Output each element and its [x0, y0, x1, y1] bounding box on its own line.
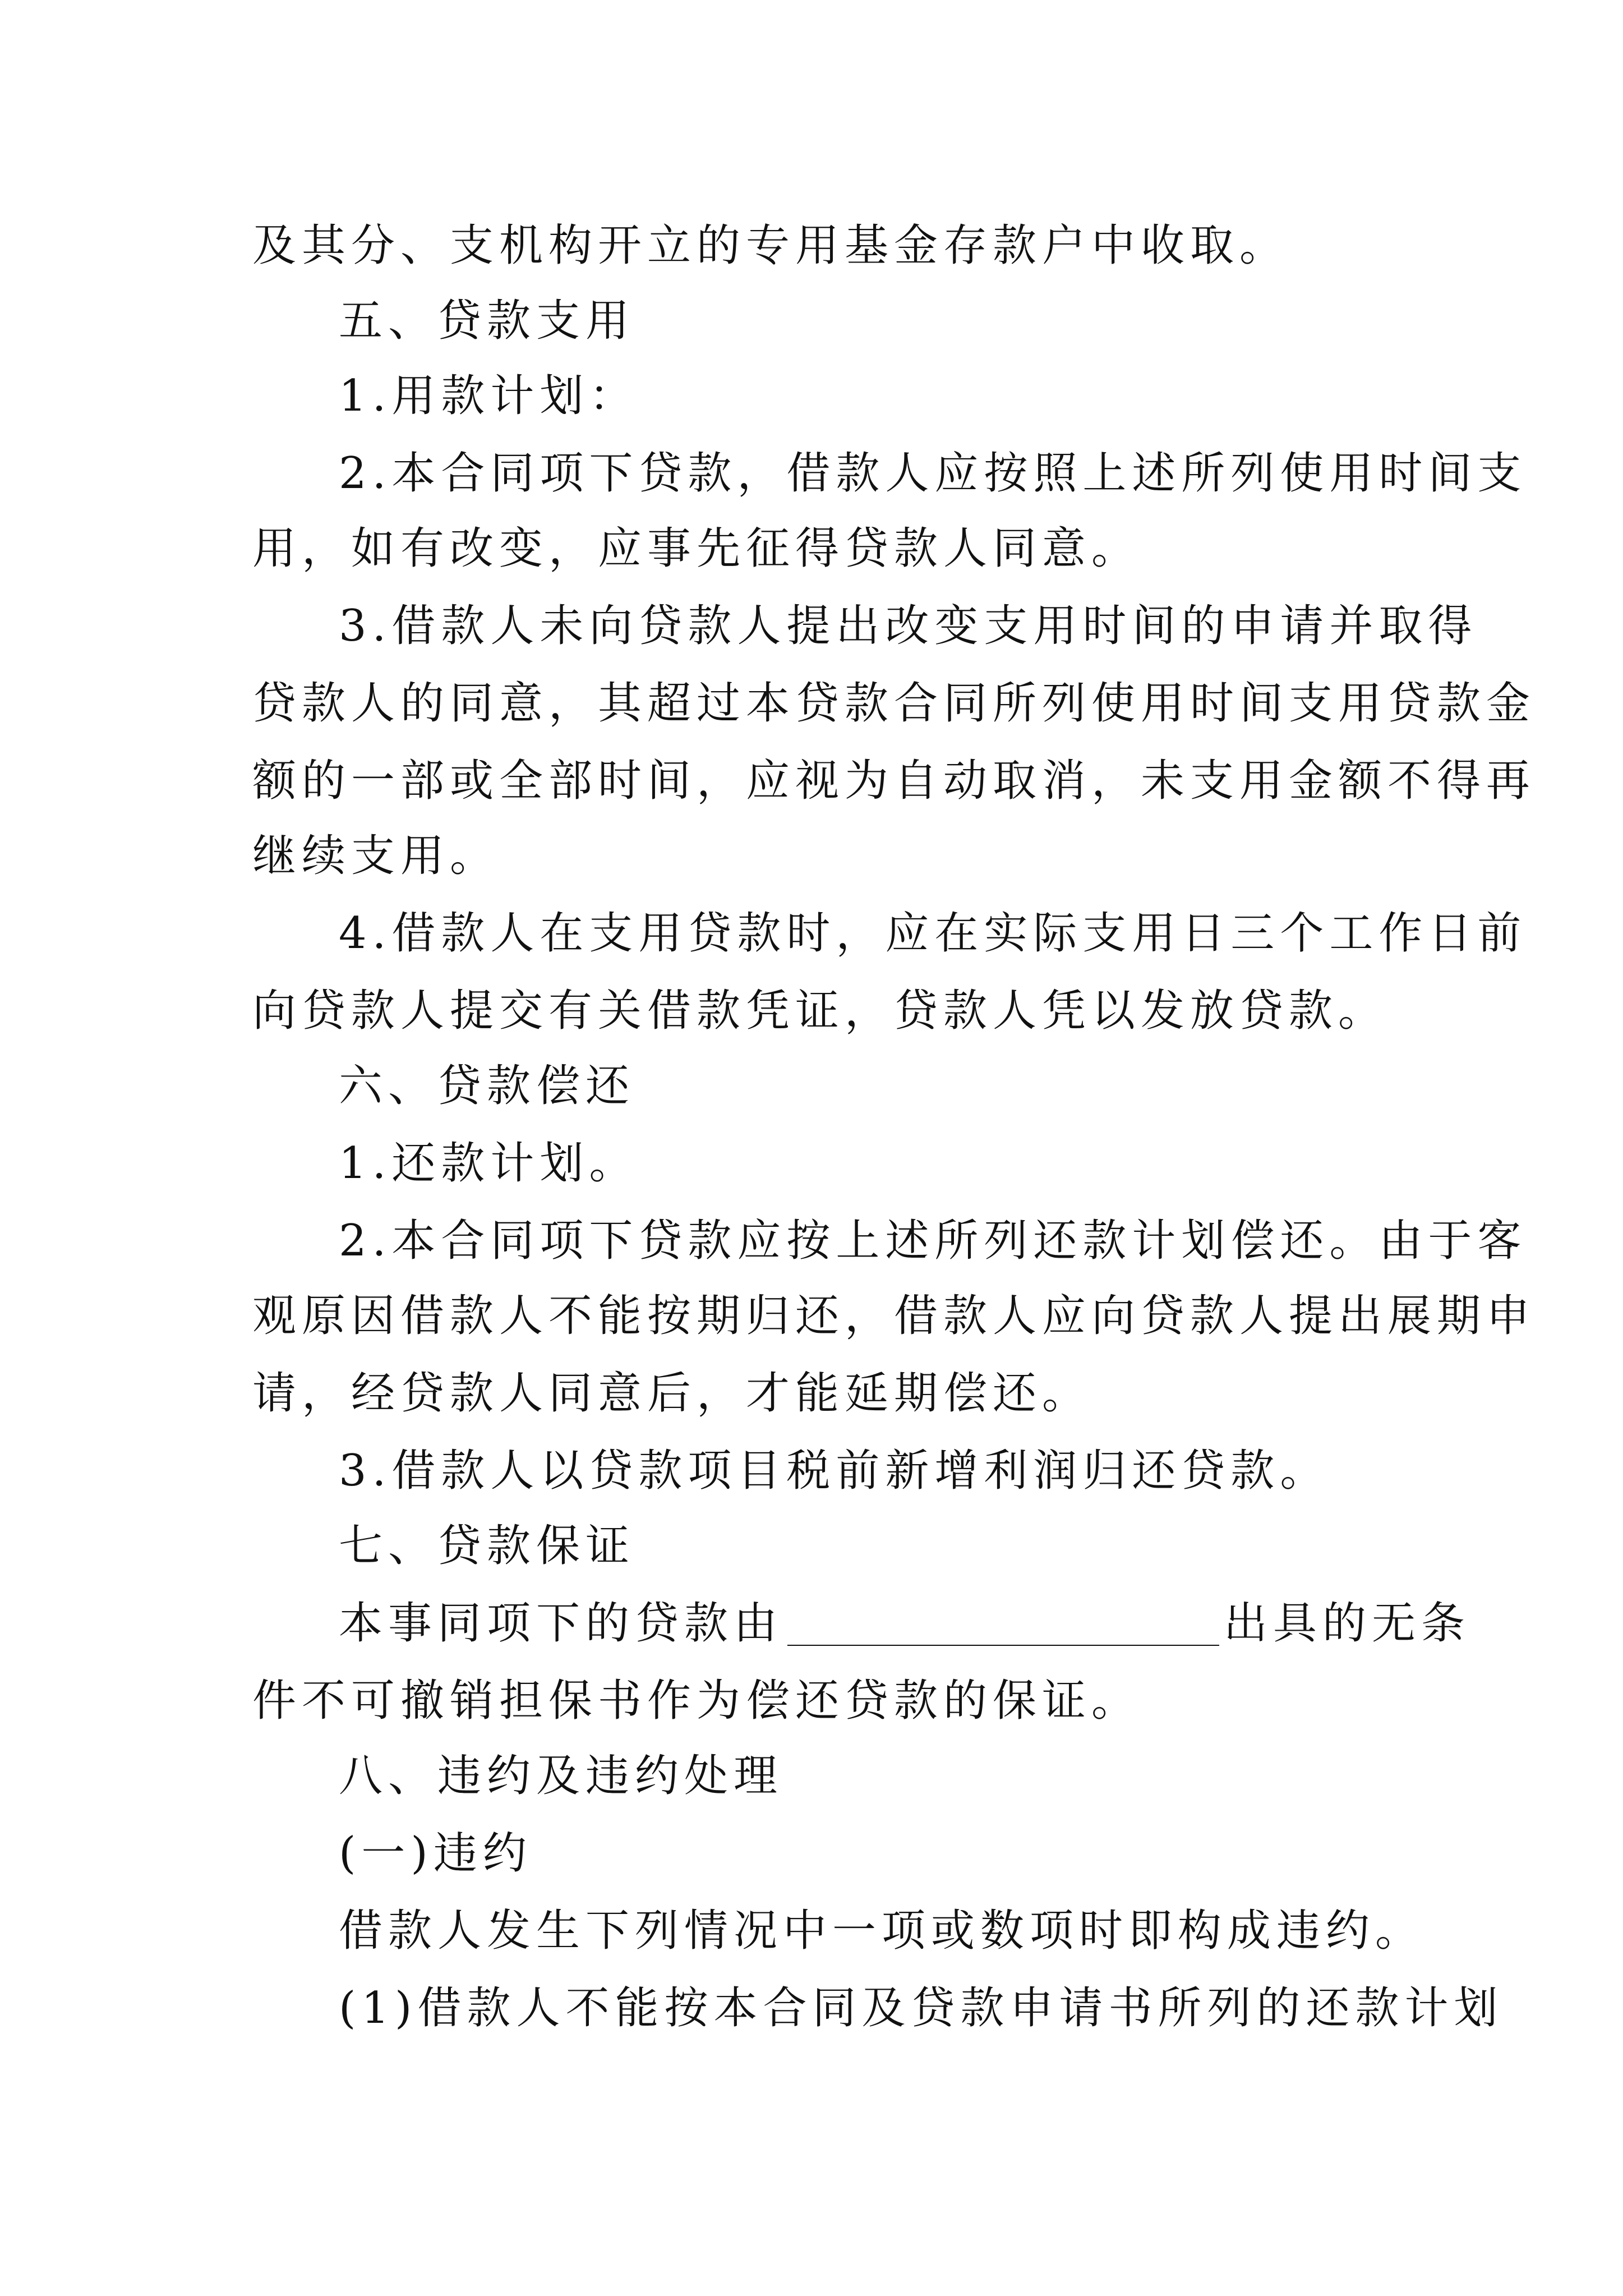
clause-line: 1.还款计划。 [339, 1138, 639, 1189]
section-heading: 八、违约及违约处理 [339, 1751, 783, 1801]
guarantee-line [339, 1593, 1471, 1654]
clause-line: 2.本合同项下贷款，借款人应按照上述所列使用时间支 [339, 448, 1527, 499]
paragraph-line: 贷款人的同意，其超过本贷款合同所列使用时间支用贷款金 [252, 678, 1536, 729]
guarantor-blank-field[interactable] [787, 1645, 1219, 1646]
paragraph-line: 观原因借款人不能按期归还，借款人应向贷款人提出展期申 [252, 1291, 1536, 1341]
clause-line: 4.借款人在支用贷款时，应在实际支用日三个工作日前 [339, 908, 1527, 959]
clause-line: 3.借款人未向贷款人提出改变支用时间的申请并取得 [339, 601, 1478, 651]
paragraph-line: 请，经贷款人同意后，才能延期偿还。 [252, 1368, 1092, 1419]
paragraph-line: 及其分、支机构开立的专用基金存款户中收取。 [252, 220, 1289, 271]
section-heading: 七、贷款保证 [339, 1521, 635, 1571]
paragraph-line: 件不可撤销担保书作为偿还贷款的保证。 [252, 1676, 1141, 1726]
section-heading: 六、贷款偿还 [339, 1061, 635, 1111]
paragraph-line: 用，如有改变，应事先征得贷款人同意。 [252, 523, 1141, 574]
section-heading: 五、贷款支用 [339, 296, 635, 346]
paragraph-line: 继续支用。 [252, 831, 500, 881]
paragraph-line: 额的一部或全部时间，应视为自动取消，未支用金额不得再 [252, 756, 1536, 806]
clause-line: 借款人发生下列情况中一项或数项时即构成违约。 [339, 1906, 1425, 1956]
clause-line: (1)借款人不能按本合同及贷款申请书所列的还款计划 [339, 1983, 1504, 2033]
clause-line: 3.借款人以贷款项目税前新增利润归还贷款。 [339, 1446, 1330, 1496]
clause-line: 1.用款计划： [339, 371, 639, 421]
guarantee-text-before: 本事同项下的贷款由 [339, 1598, 783, 1649]
guarantee-text-after: 出具的无条 [1224, 1598, 1471, 1649]
clause-line: 2.本合同项下贷款应按上述所列还款计划偿还。由于客 [339, 1216, 1527, 1266]
paragraph-line: 向贷款人提交有关借款凭证，贷款人凭以发放贷款。 [252, 986, 1388, 1036]
subsection-heading: (一)违约 [339, 1828, 532, 1879]
